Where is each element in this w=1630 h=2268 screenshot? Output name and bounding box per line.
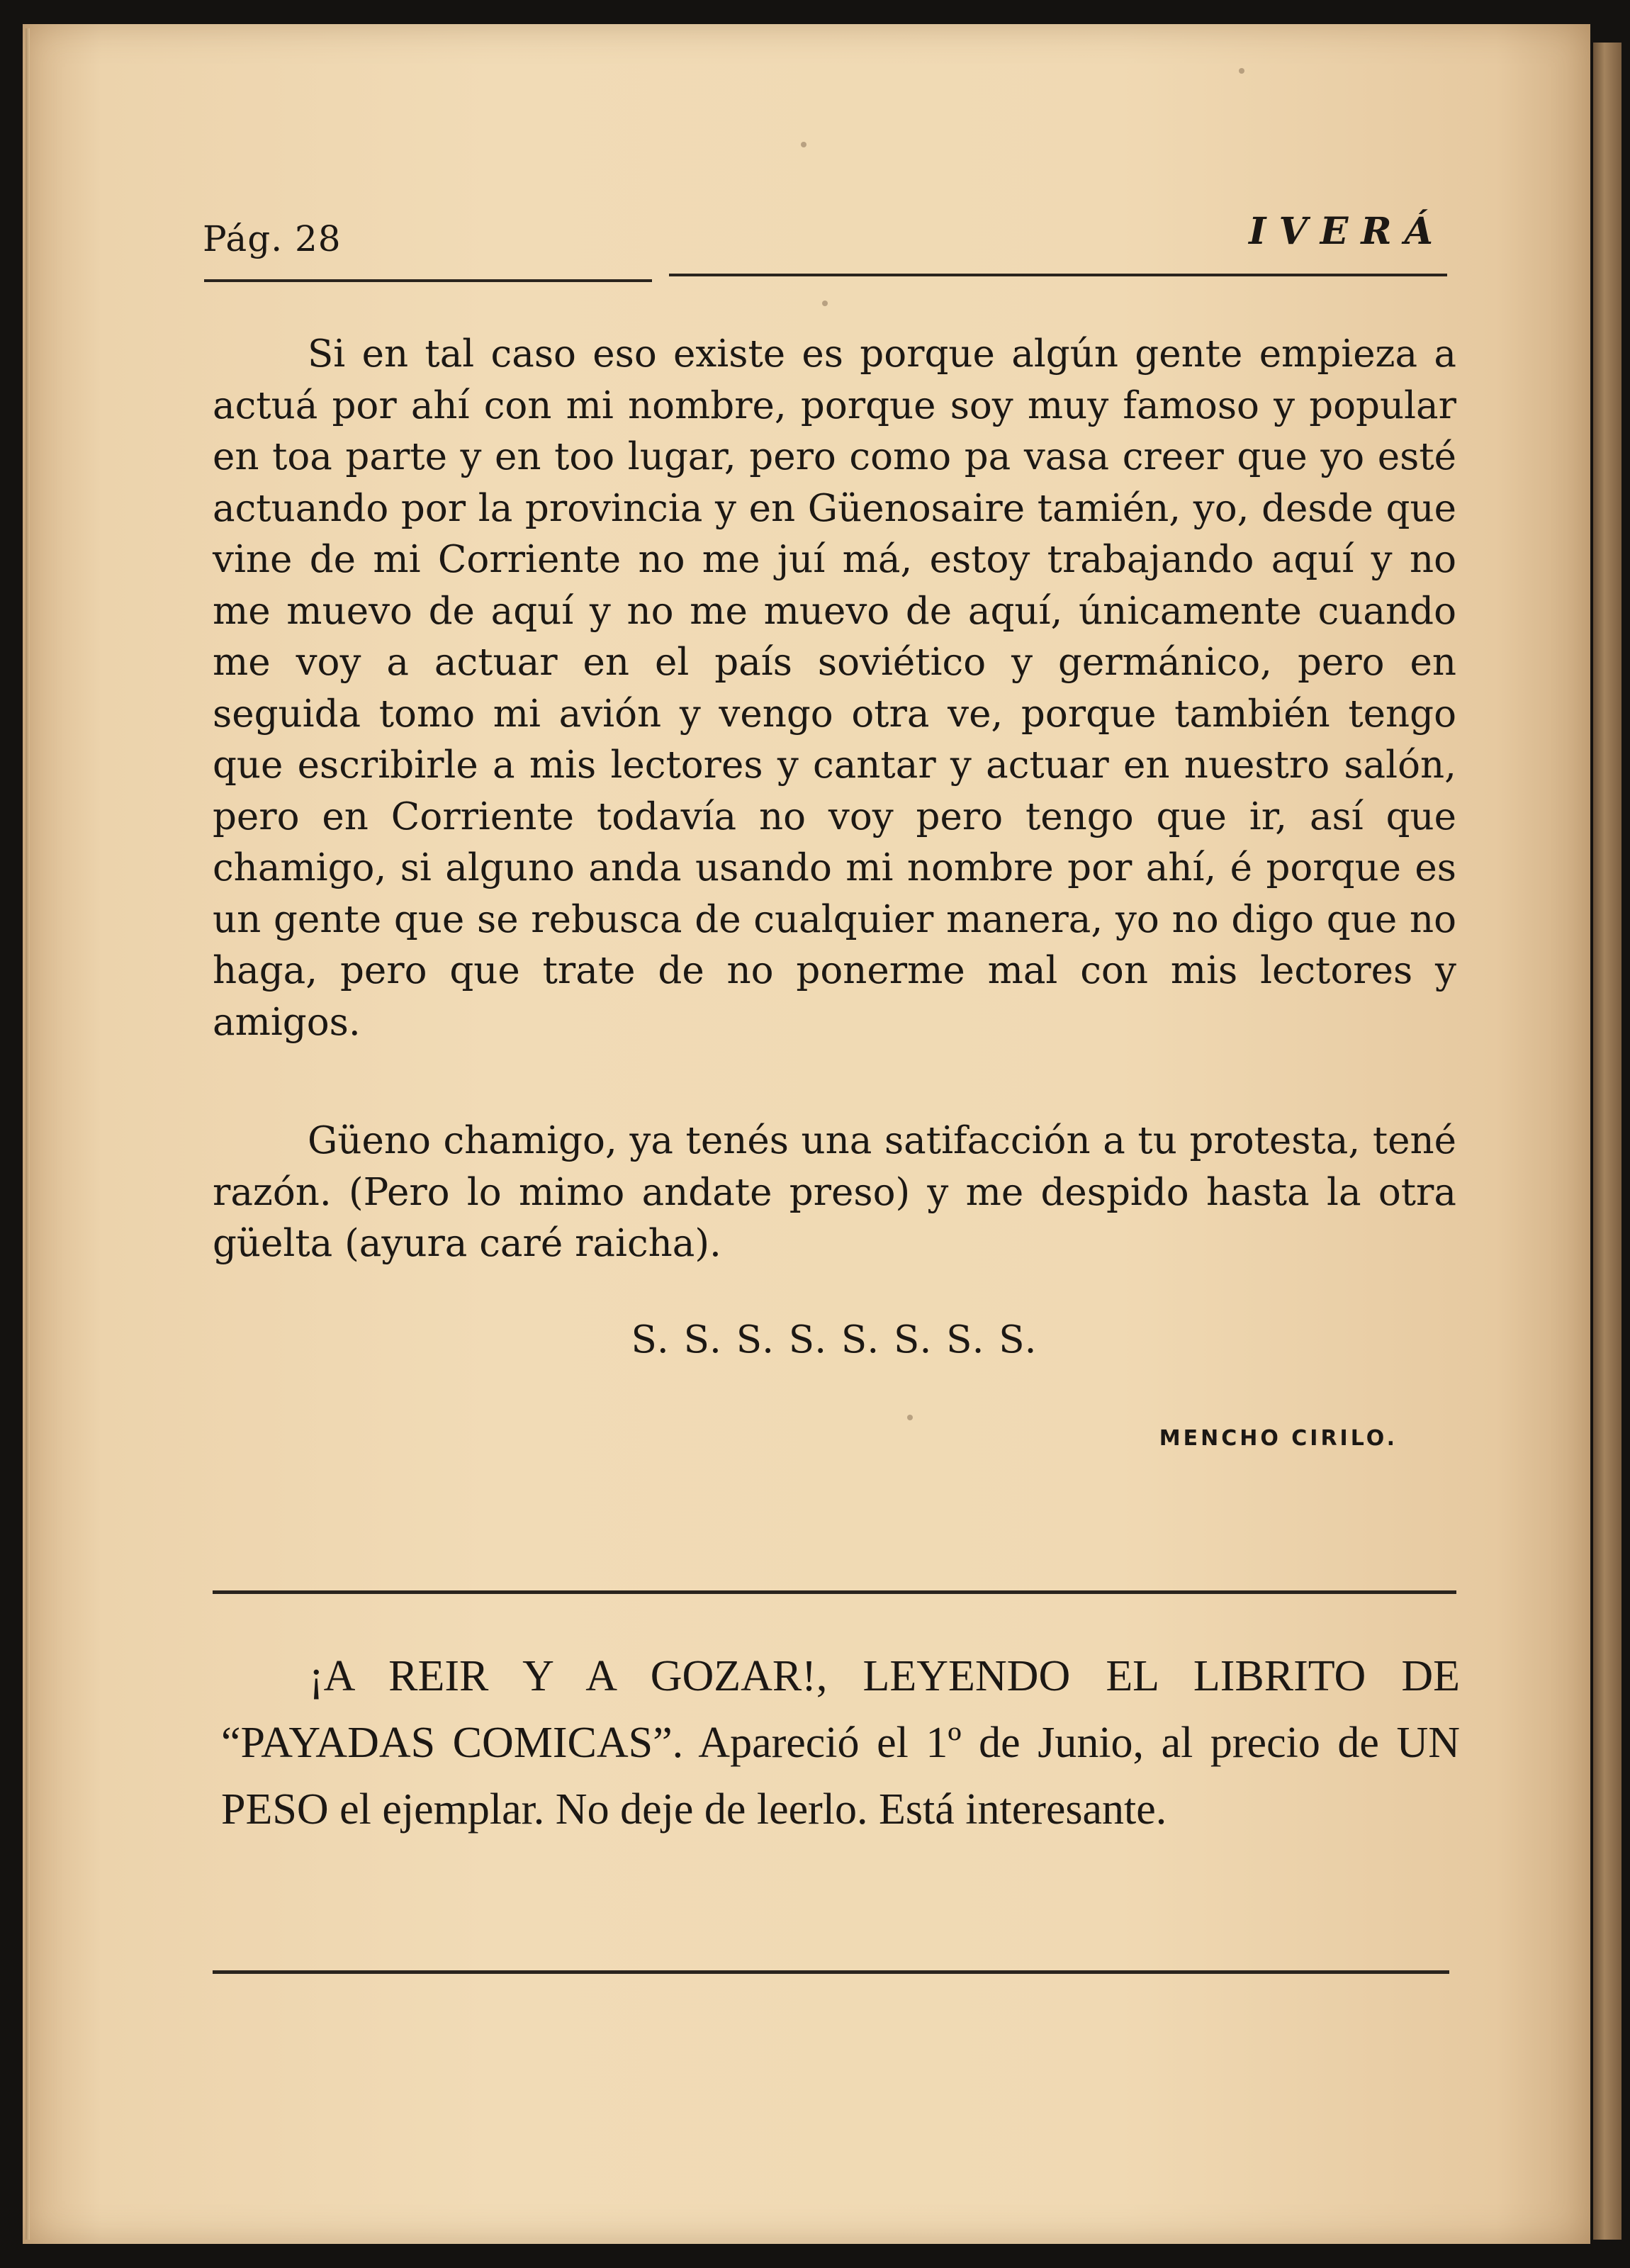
paper-speck — [1239, 68, 1244, 74]
header-rule-right — [669, 274, 1447, 276]
paper-speck — [801, 142, 806, 147]
section-divider — [213, 1590, 1456, 1594]
spine-shadow — [26, 28, 30, 2240]
page-stack-edge — [1593, 43, 1621, 2240]
page-number: Pág. 28 — [203, 218, 342, 259]
article-paragraph: Güeno chamigo, ya tenés una satifacción a tu protesta, tené razón. (Pero lo mimo andate preso) y me despido hasta la otra güelta (ayura caré raicha). — [213, 1119, 1456, 1265]
signoff-line: S. S. S. S. S. S. S. S. — [631, 1318, 1038, 1362]
paper-speck — [822, 301, 828, 306]
running-title: IVERÁ — [1249, 210, 1446, 253]
bottom-divider — [213, 1970, 1449, 1974]
advertisement-text: ¡A REIR Y A GOZAR!, LEYENDO EL LIBRITO DE “PAYADAS COMICAS”. Apareció el 1º de Junio, al precio de UN PESO el ejemplar. No deje de leerlo. Está interesante. — [221, 1652, 1460, 1834]
header-rule-left — [204, 279, 652, 282]
article-paragraph: Si en tal caso eso existe es porque algún gente empieza a actuá por ahí con mi nombre, porque soy muy famoso y popular en toa parte y en too lugar, pero como pa vasa creer que yo esté actuando por la provincia y en Güenosaire tamién, yo, desde que vine de mi Corriente no me juí má, estoy trabajando aquí y no me muevo de aquí y no me muevo de aquí, únicamente cuando me voy a actuar en el país soviético y germánico, pero en seguida tomo mi avión y vengo otra ve, porque también tengo que escribirle a mis lectores y cantar y actuar en nuestro salón, pero en Corriente todavía no voy pero tengo que ir, así que chamigo, si alguno anda usando mi nombre por ahí, é porque es un gente que se rebusca de cualquier manera, yo no digo que no haga, pero que trate de no ponerme mal con mis lectores y amigos. — [213, 332, 1456, 1044]
paper-speck — [907, 1415, 913, 1420]
author-signature: MENCHO CIRILO. — [1159, 1426, 1398, 1451]
